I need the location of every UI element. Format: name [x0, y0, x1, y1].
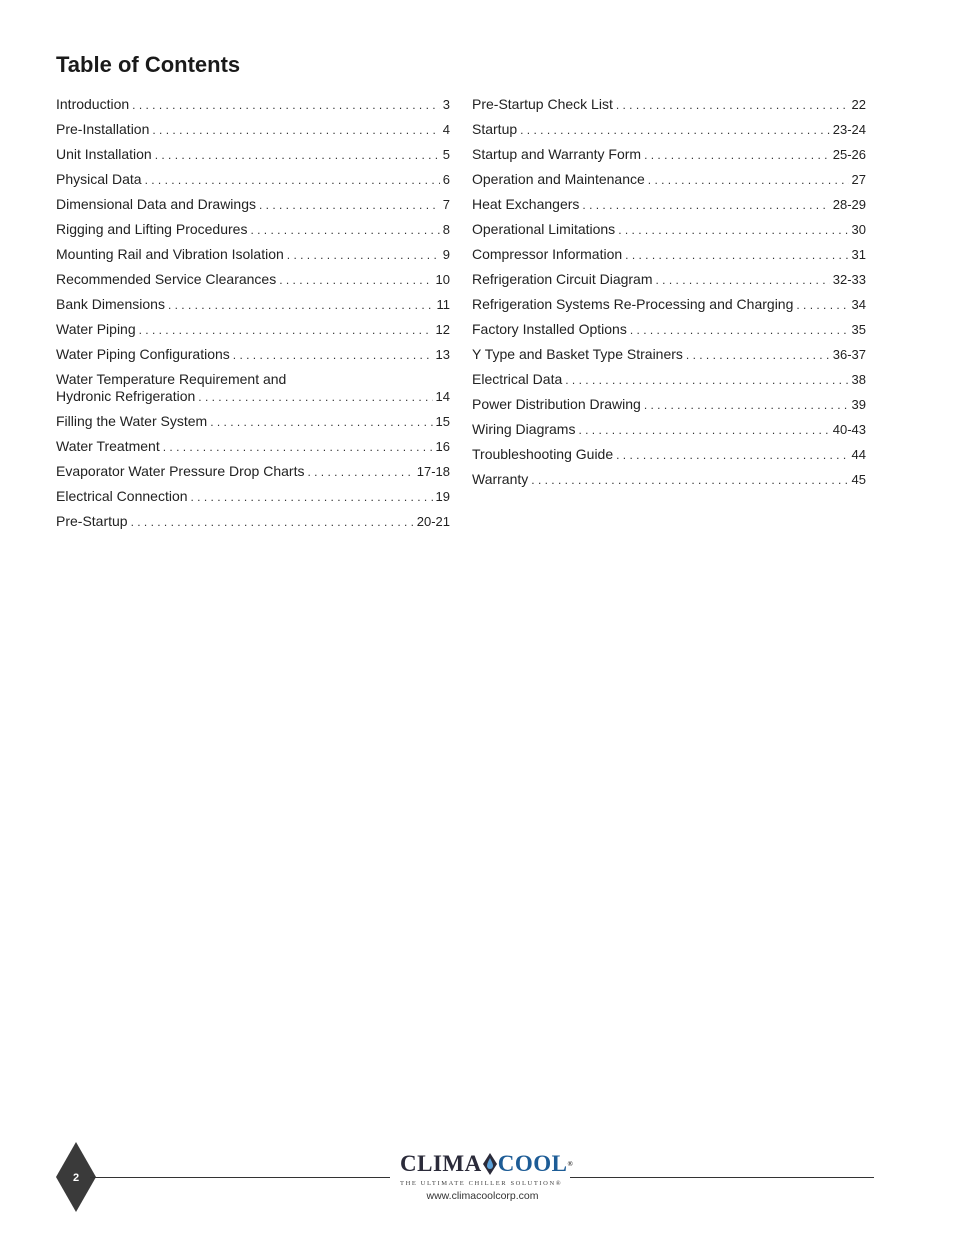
toc-entry-page: 7 [442, 197, 450, 212]
dot-leader [191, 489, 433, 506]
dot-leader [644, 397, 849, 414]
toc-entry-label: Physical Data [56, 171, 142, 187]
toc-entry-page: 14 [435, 389, 450, 404]
dot-leader [198, 389, 432, 406]
dot-leader [648, 172, 849, 189]
toc-entry[interactable] [56, 371, 450, 413]
dot-leader [531, 472, 848, 489]
toc-entry[interactable] [472, 421, 866, 446]
toc-entry-page: 12 [435, 322, 450, 337]
toc-entry[interactable] [472, 396, 866, 421]
dot-leader [155, 147, 440, 164]
logo-word-clima: CLIMA [400, 1151, 482, 1176]
toc-entry-page: 39 [851, 397, 866, 412]
toc-entry[interactable] [56, 513, 450, 538]
dot-leader [644, 147, 830, 164]
dot-leader [618, 222, 848, 239]
toc-entry-label: Pre-Startup [56, 513, 128, 529]
dot-leader [139, 322, 433, 339]
dot-leader [625, 247, 848, 264]
toc-entry-page: 6 [442, 172, 450, 187]
toc-entry[interactable] [472, 246, 866, 271]
toc-entry[interactable] [56, 463, 450, 488]
toc-entry[interactable] [472, 371, 866, 396]
toc-entry[interactable] [472, 196, 866, 221]
dot-leader [210, 414, 432, 431]
toc-entry[interactable] [472, 121, 866, 146]
dot-leader [233, 347, 433, 364]
dot-leader [565, 372, 848, 389]
toc-entry-page: 25-26 [832, 147, 866, 162]
toc-entry-label: Refrigeration Circuit Diagram [472, 271, 653, 287]
logo-drop-icon [483, 1153, 497, 1175]
toc-entry-label: Filling the Water System [56, 413, 208, 429]
toc-entry-label: Y Type and Basket Type Strainers [472, 346, 683, 362]
toc-entry-label: Refrigeration Systems Re-Processing and Charging [472, 296, 794, 312]
logo-tagline: THE ULTIMATE CHILLER SOLUTION® [400, 1180, 563, 1187]
dot-leader [307, 464, 413, 481]
toc-entry-label: Power Distribution Drawing [472, 396, 641, 412]
toc-entry-label: Pre-Installation [56, 121, 150, 137]
toc-entry[interactable] [56, 121, 450, 146]
dot-leader [259, 197, 440, 214]
toc-entry-label: Heat Exchangers [472, 196, 580, 212]
toc-entry-page: 28-29 [832, 197, 866, 212]
toc-entry[interactable] [56, 196, 450, 221]
toc-entry-label: Water Treatment [56, 438, 160, 454]
toc-entry-page: 44 [851, 447, 866, 462]
dot-leader [131, 514, 414, 531]
toc-entry-page: 19 [435, 489, 450, 504]
toc-entry[interactable] [472, 471, 866, 496]
toc-entry-page: 22 [851, 97, 866, 112]
logo-word-cool: COOL [497, 1151, 568, 1176]
dot-leader [168, 297, 434, 314]
toc-entry-page: 36-37 [832, 347, 866, 362]
footer-rule-right [570, 1177, 874, 1178]
toc-entry-label-continued: Hydronic Refrigeration [56, 388, 196, 404]
toc-entry[interactable] [472, 271, 866, 296]
toc-entry-label: Electrical Data [472, 371, 563, 387]
dot-leader [582, 197, 829, 214]
toc-entry-label: Recommended Service Clearances [56, 271, 277, 287]
toc-entry-page: 16 [435, 439, 450, 454]
dot-leader [279, 272, 432, 289]
website-url: www.climacoolcorp.com [426, 1190, 539, 1202]
toc-entry[interactable] [56, 413, 450, 438]
toc-left-column [56, 96, 450, 538]
page-title: Table of Contents [56, 52, 241, 77]
toc-entry[interactable] [472, 171, 866, 196]
toc-entry-page: 30 [851, 222, 866, 237]
toc-entry-label: Startup [472, 121, 518, 137]
dot-leader [630, 322, 849, 339]
climacool-logo [400, 1150, 574, 1190]
toc-entry-page: 32-33 [832, 272, 866, 287]
dot-leader [250, 222, 439, 239]
toc-entry[interactable] [472, 446, 866, 471]
toc-entry-label: Operation and Maintenance [472, 171, 645, 187]
toc-entry-label: Water Piping [56, 321, 136, 337]
toc-entry[interactable] [472, 346, 866, 371]
toc-entry[interactable] [56, 246, 450, 271]
toc-entry-label: Dimensional Data and Drawings [56, 196, 256, 212]
dot-leader [616, 97, 849, 114]
toc-entry[interactable] [56, 96, 450, 121]
toc-entry-label: Startup and Warranty Form [472, 146, 642, 162]
toc-entry[interactable] [56, 346, 450, 371]
dot-leader [145, 172, 440, 189]
toc-entry-label: Unit Installation [56, 146, 152, 162]
toc-entry-label: Introduction [56, 96, 130, 112]
toc-entry-label: Operational Limitations [472, 221, 616, 237]
toc-entry-page: 27 [851, 172, 866, 187]
toc-entry-page: 10 [435, 272, 450, 287]
toc-entry-label: Mounting Rail and Vibration Isolation [56, 246, 284, 262]
toc-entry-page: 40-43 [832, 422, 866, 437]
toc-entry-page: 45 [851, 472, 866, 487]
dot-leader [287, 247, 440, 264]
toc-entry-label: Water Piping Configurations [56, 346, 230, 362]
dot-leader [520, 122, 830, 139]
dot-leader [656, 272, 830, 289]
logo-registered-mark: ® [567, 1160, 574, 1168]
toc-entry-label: Rigging and Lifting Procedures [56, 221, 248, 237]
toc-entry[interactable] [56, 321, 450, 346]
toc-entry-page: 13 [435, 347, 450, 362]
toc-entry-page: 20-21 [416, 514, 450, 529]
toc-entry-page: 5 [442, 147, 450, 162]
toc-entry[interactable] [56, 271, 450, 296]
toc-entry[interactable] [56, 438, 450, 463]
toc-entry[interactable] [56, 296, 450, 321]
toc-entry[interactable] [472, 321, 866, 346]
dot-leader [163, 439, 433, 456]
toc-entry[interactable] [56, 488, 450, 513]
toc-entry-page: 15 [435, 414, 450, 429]
dot-leader [616, 447, 848, 464]
toc-entry-label: Water Temperature Requirement and [56, 371, 287, 387]
dot-leader [578, 422, 829, 439]
dot-leader [152, 122, 439, 139]
toc-entry-page: 17-18 [416, 464, 450, 479]
dot-leader [132, 97, 440, 114]
toc-entry-label: Warranty [472, 471, 529, 487]
dot-leader [796, 297, 848, 314]
toc-right-column [472, 96, 866, 496]
toc-entry-label: Evaporator Water Pressure Drop Charts [56, 463, 305, 479]
toc-entry-page: 35 [851, 322, 866, 337]
toc-entry-label: Bank Dimensions [56, 296, 165, 312]
dot-leader [686, 347, 830, 364]
toc-entry-label: Electrical Connection [56, 488, 188, 504]
toc-entry[interactable] [56, 171, 450, 196]
toc-entry-page: 8 [442, 222, 450, 237]
toc-entry-page: 34 [851, 297, 866, 312]
toc-entry-label: Pre-Startup Check List [472, 96, 613, 112]
page-number: 2 [72, 1172, 80, 1184]
toc-entry-label: Compressor Information [472, 246, 623, 262]
toc-entry-page: 11 [436, 297, 450, 312]
toc-entry-page: 38 [851, 372, 866, 387]
toc-entry[interactable] [472, 146, 866, 171]
toc-entry[interactable] [56, 221, 450, 246]
toc-entry[interactable] [56, 146, 450, 171]
footer-rule-left [90, 1177, 390, 1178]
toc-entry-page: 3 [442, 97, 450, 112]
toc-entry-label: Troubleshooting Guide [472, 446, 614, 462]
toc-entry-page: 9 [442, 247, 450, 262]
toc-entry-page: 4 [442, 122, 450, 137]
toc-entry[interactable] [472, 221, 866, 246]
toc-entry-page: 23-24 [832, 122, 866, 137]
toc-entry-label: Wiring Diagrams [472, 421, 576, 437]
toc-entry-label: Factory Installed Options [472, 321, 627, 337]
toc-entry-page: 31 [851, 247, 866, 262]
toc-entry[interactable] [472, 296, 866, 321]
toc-entry[interactable] [472, 96, 866, 121]
